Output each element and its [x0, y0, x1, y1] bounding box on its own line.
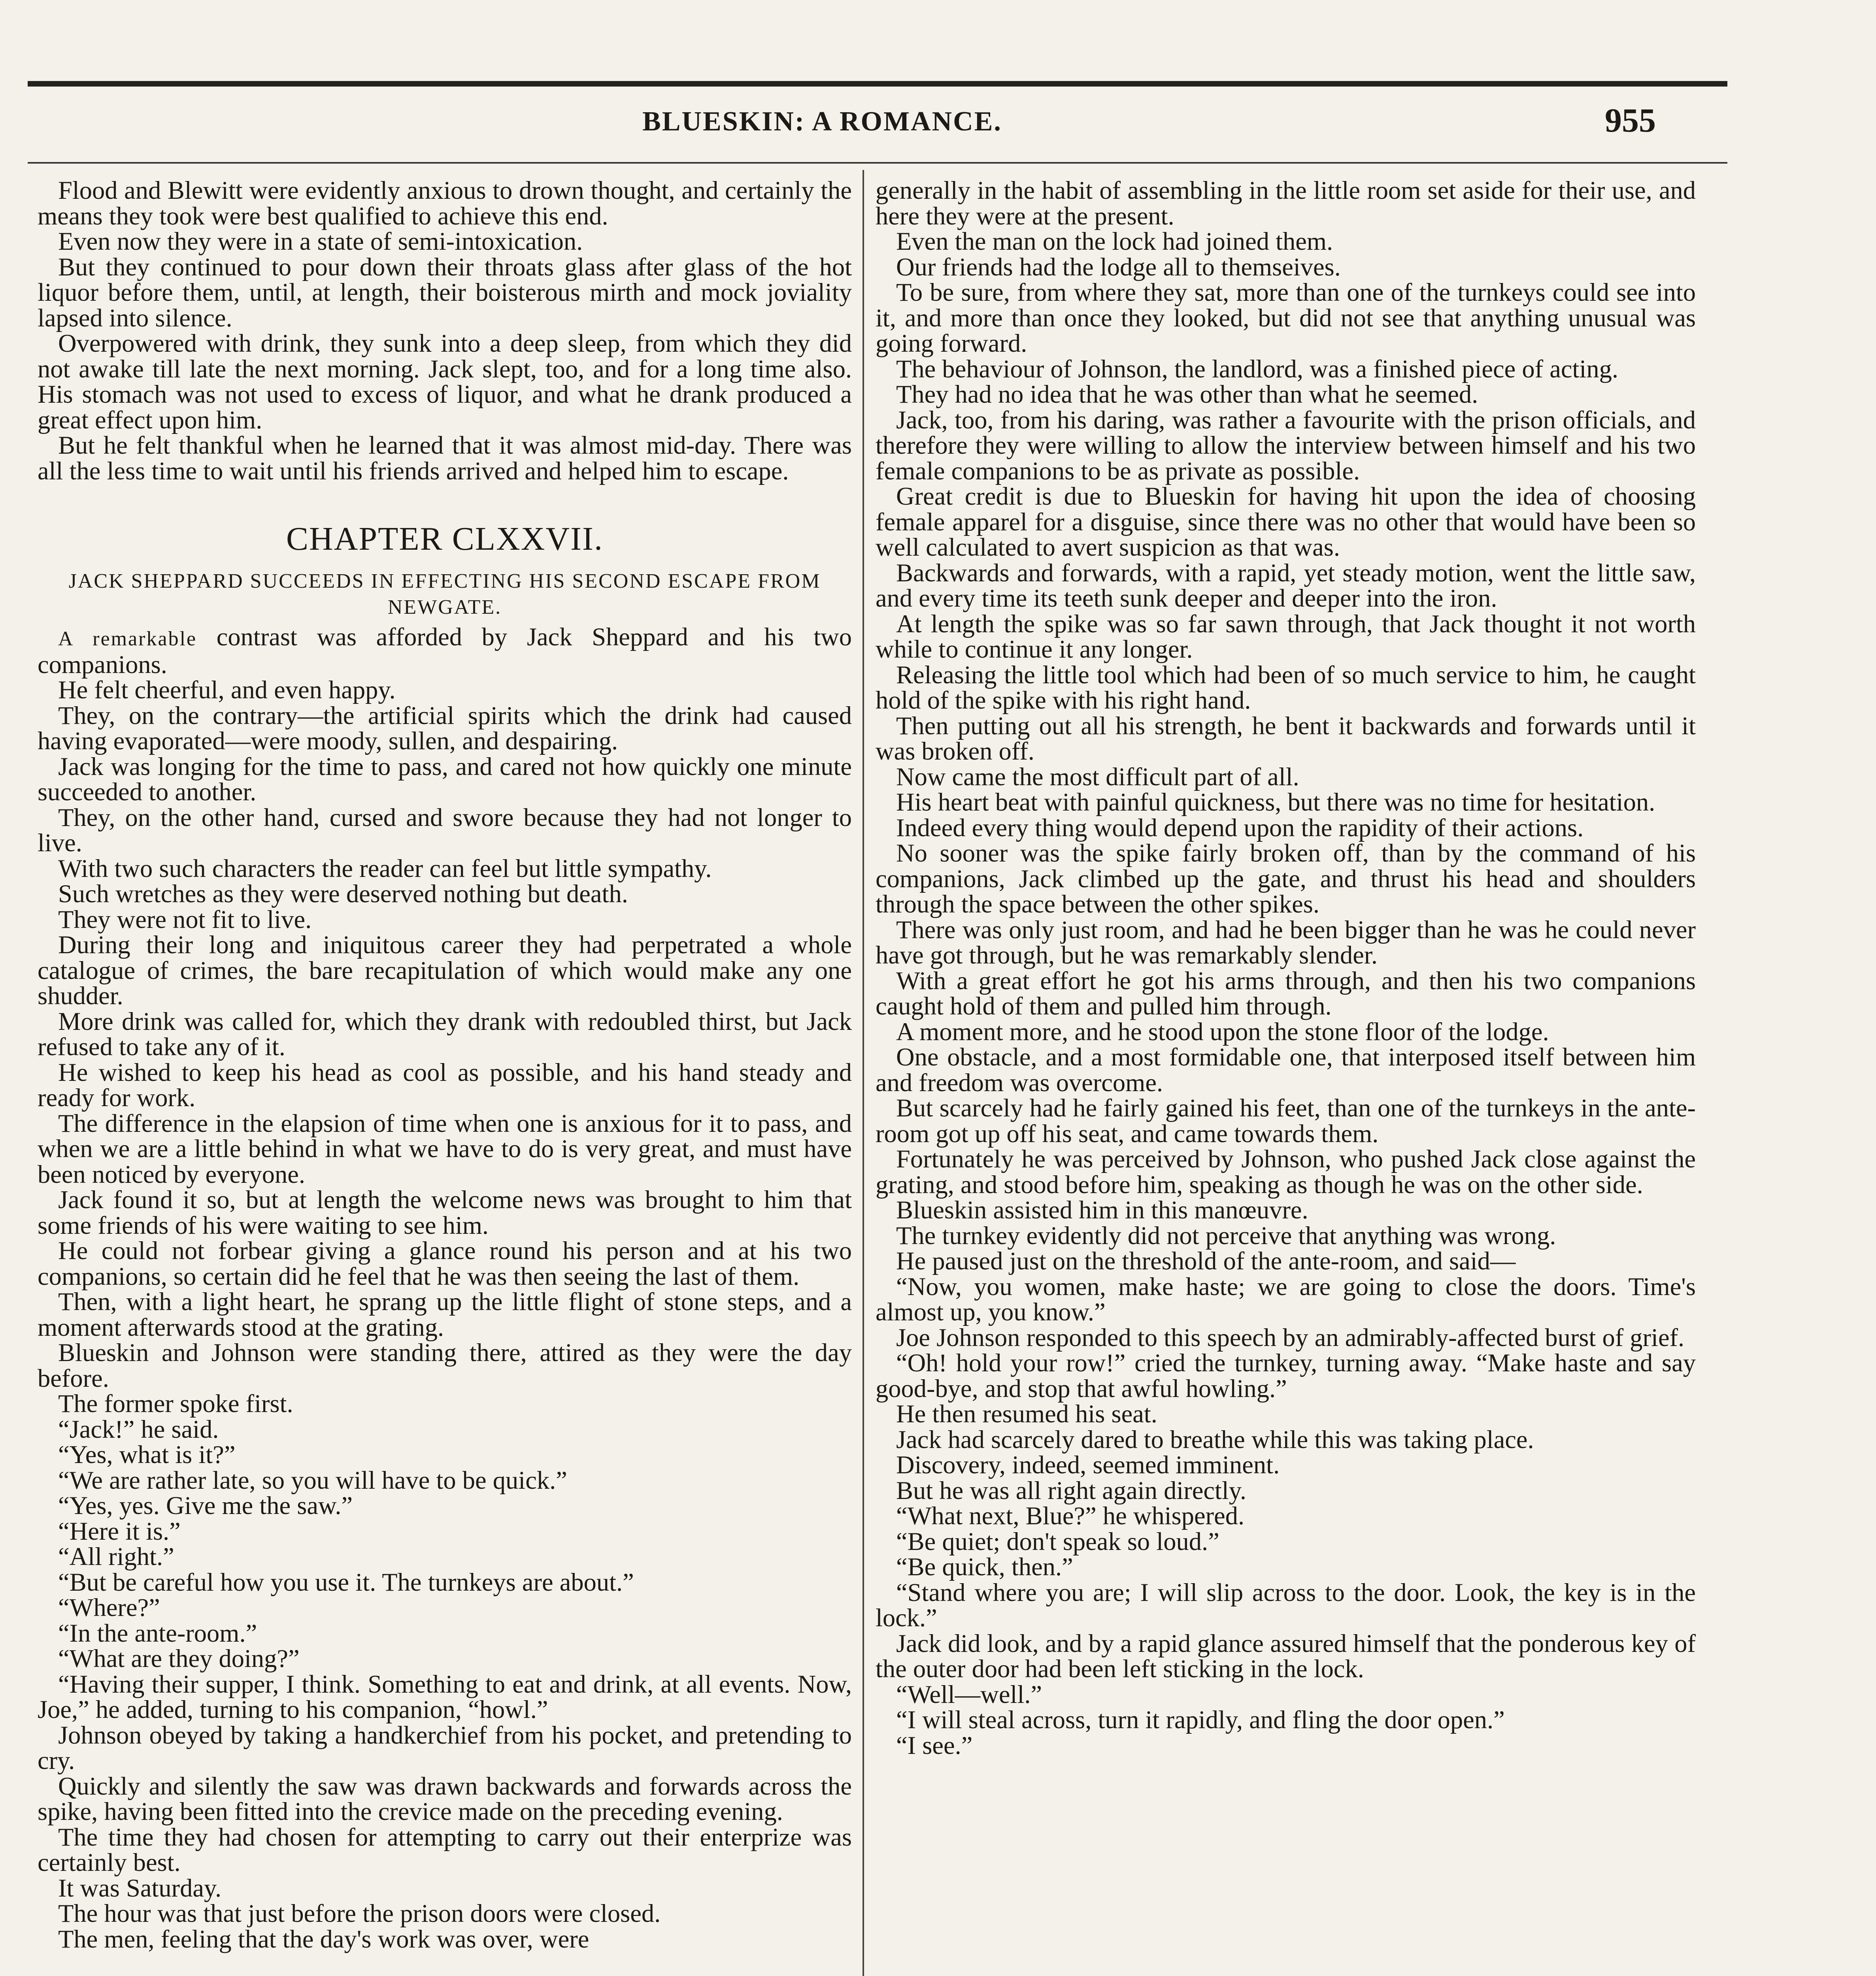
paragraph: With two such characters the reader can feel but little sympathy.	[58, 854, 712, 882]
paragraph: More drink was called for, which they drank with redoubled thirst, but Jack refused to take any of it.	[38, 1007, 852, 1061]
paragraph	[38, 624, 852, 677]
paragraph: The turnkey evidently did not perceive that anything was wrong.	[896, 1221, 1556, 1250]
paragraph-text: contrast was afforded by Jack Sheppard and his two companions.	[38, 623, 852, 679]
paragraph: But scarcely had he fairly gained his feet, than one of the turnkeys in the ante-room got up off his seat, and came towards them.	[876, 1094, 1696, 1148]
right-column	[876, 178, 1696, 1758]
paragraph: A moment more, and he stood upon the stone floor of the lodge.	[896, 1017, 1549, 1046]
paragraph: But he felt thankful when he learned that it was almost mid-day. There was all the less time to wait until his friends arrived and helped him to escape.	[38, 431, 852, 485]
paragraph: He felt cheerful, and even happy.	[58, 676, 396, 704]
paragraph: They had no idea that he was other than what he seemed.	[896, 380, 1478, 408]
paragraph: Overpowered with drink, they sunk into a deep sleep, from which they did not awake till late the next morning. Jack slept, too, and for a long time also. His stomach was not used to excess of liquor, and what he drank produced a great effect upon him.	[38, 329, 852, 434]
paragraph: The hour was that just before the prison doors were closed.	[58, 1899, 661, 1927]
paragraph: During their long and iniquitous career they had perpetrated a whole catalogue of crimes, the bare recapitulation of which would make any one shudder.	[38, 931, 852, 1010]
paragraph: Indeed every thing would depend upon the rapidity of their actions.	[896, 813, 1584, 842]
dialogue-line: “I will steal across, turn it rapidly, and fling the door open.”	[896, 1706, 1505, 1734]
dialogue-line: “Where?”	[58, 1593, 160, 1622]
dialogue-line: “Stand where you are; I will slip across to the door. Look, the key is in the lock.”	[876, 1578, 1696, 1632]
paragraph: Joe Johnson responded to this speech by an admirably-affected burst of grief.	[896, 1323, 1685, 1352]
left-column	[38, 178, 852, 1952]
paragraph: One obstacle, and a most formidable one, that interposed itself between him and freedom was overcome.	[876, 1043, 1696, 1097]
paragraph: Discovery, indeed, seemed imminent.	[896, 1451, 1280, 1479]
chapter-summary: JACK SHEPPARD SUCCEEDS IN EFFECTING HIS SECOND ESCAPE FROM NEWGATE.	[68, 570, 821, 618]
paragraph: It was Saturday.	[58, 1874, 222, 1902]
paragraph: They, on the contrary—the artificial spirits which the drink had caused having evaporated—were moody, sullen, and despairing.	[38, 701, 852, 755]
dialogue-line: “I see.”	[896, 1731, 973, 1759]
paragraph: Flood and Blewitt were evidently anxious to drown thought, and certainly the means they took were best qualified to achieve this end.	[38, 176, 852, 230]
dialogue-line: “We are rather late, so you will have to be quick.”	[58, 1466, 567, 1494]
paragraph: The difference in the elapsion of time when one is anxious for it to pass, and when we are a little behind in what we have to do is very great, and must have been noticed by everyone.	[38, 1109, 852, 1188]
paragraph: He wished to keep his head as cool as possible, and his hand steady and ready for work.	[38, 1058, 852, 1112]
paragraph: Our friends had the lodge all to themseives.	[896, 253, 1341, 281]
top-rule	[28, 81, 1727, 87]
chapter-heading: CHAPTER CLXXVII.	[286, 520, 603, 557]
paragraph: He paused just on the threshold of the ante-room, and said—	[896, 1247, 1516, 1275]
dialogue-line: “What are they doing?”	[58, 1644, 300, 1672]
paragraph: Quickly and silently the saw was drawn backwards and forwards across the spike, having been fitted into the crevice made on the preceding evening.	[38, 1772, 852, 1825]
dialogue-line: “Here it is.”	[58, 1517, 181, 1545]
paragraph: The time they had chosen for attempting to carry out their enterprize was certainly best.	[38, 1823, 852, 1876]
paragraph: With a great effort he got his arms through, and then his two companions caught hold of them and pulled him through.	[876, 966, 1696, 1020]
dialogue-line: “Having their supper, I think. Something to eat and drink, at all events. Now, Joe,” he added, turning to his companion, “howl.”	[38, 1670, 852, 1723]
paragraph: Johnson obeyed by taking a handkerchief from his pocket, and pretending to cry.	[38, 1721, 852, 1774]
paragraph: Fortunately he was perceived by Johnson, who pushed Jack close against the grating, and stood before him, speaking as though he was on the other side.	[876, 1145, 1696, 1199]
small-caps-lead: A remarkable	[58, 628, 197, 650]
paragraph: Releasing the little tool which had been of so much service to him, he caught hold of the spike with his right hand.	[876, 660, 1696, 714]
paragraph: At length the spike was so far sawn through, that Jack thought it not worth while to continue it any longer.	[876, 609, 1696, 663]
paragraph: Even now they were in a state of semi-intoxication.	[58, 227, 583, 255]
paragraph: The men, feeling that the day's work was over, were	[58, 1925, 589, 1953]
paragraph: Jack was longing for the time to pass, and cared not how quickly one minute succeeded to another.	[38, 752, 852, 806]
paragraph: generally in the habit of assembling in the little room set aside for their use, and here they were at the present.	[876, 176, 1696, 230]
paragraph: Great credit is due to Blueskin for having hit upon the idea of choosing female apparel for a disguise, since there was no other that would have been so well calculated to avert suspicion as that was.	[876, 482, 1696, 561]
paragraph: Then, with a light heart, he sprang up the little flight of stone steps, and a moment afterwards stood at the grating.	[38, 1288, 852, 1341]
dialogue-line: “In the ante-room.”	[58, 1619, 257, 1647]
dialogue-line: “Well—well.”	[896, 1680, 1042, 1708]
paragraph: Jack, too, from his daring, was rather a favourite with the prison officials, and therefore they were willing to allow the interview between himself and his two female companions to be as private as possible.	[876, 405, 1696, 485]
dialogue-line: “Be quick, then.”	[896, 1553, 1073, 1581]
paragraph: But he was all right again directly.	[896, 1476, 1247, 1505]
paragraph: Such wretches as they were deserved nothing but death.	[58, 880, 628, 908]
paragraph: He then resumed his seat.	[896, 1400, 1157, 1428]
dialogue-line: “But be careful how you use it. The turnkeys are about.”	[58, 1568, 634, 1596]
dialogue-line: “Oh! hold your row!” cried the turnkey, turning away. “Make haste and say good-bye, and stop that awful howling.”	[876, 1349, 1696, 1403]
dialogue-line: “What next, Blue?” he whispered.	[896, 1502, 1245, 1530]
paragraph: Even the man on the lock had joined them.	[896, 227, 1333, 255]
paragraph: They, on the other hand, cursed and swore because they had not longer to live.	[38, 803, 852, 857]
paragraph: Jack found it so, but at length the welcome news was brought to him that some friends of his were waiting to see him.	[38, 1186, 852, 1239]
header-rule	[28, 162, 1727, 164]
running-head	[0, 101, 1876, 153]
paragraph: Now came the most difficult part of all.	[896, 762, 1299, 791]
paragraph: Jack did look, and by a rapid glance assured himself that the ponderous key of the outer door had been left sticking in the lock.	[876, 1629, 1696, 1683]
dialogue-line: “Yes, yes. Give me the saw.”	[58, 1491, 353, 1520]
paragraph: The behaviour of Johnson, the landlord, was a finished piece of acting.	[896, 354, 1618, 383]
paragraph: Backwards and forwards, with a rapid, yet steady motion, went the little saw, and every time its teeth sunk deeper and deeper into the iron.	[876, 558, 1696, 612]
page-number: 955	[1605, 101, 1656, 139]
paragraph: To be sure, from where they sat, more than one of the turnkeys could see into it, and more than once they looked, but did not see that anything unusual was going forward.	[876, 278, 1696, 357]
column-divider	[863, 170, 864, 1976]
dialogue-line: “Be quiet; don't speak so loud.”	[896, 1527, 1219, 1556]
paragraph: Jack had scarcely dared to breathe while this was taking place.	[896, 1425, 1534, 1454]
paragraph: His heart beat with painful quickness, but there was no time for hesitation.	[896, 788, 1655, 816]
dialogue-line: “Jack!” he said.	[58, 1415, 219, 1443]
paragraph: No sooner was the spike fairly broken off, than by the command of his companions, Jack climbed up the gate, and thrust his head and shoulders through the space between the other spikes.	[876, 839, 1696, 918]
paragraph: There was only just room, and had he been bigger than he was he could never have got through, but he was remarkably slender.	[876, 915, 1696, 969]
paragraph: Then putting out all his strength, he bent it backwards and forwards until it was broken off.	[876, 711, 1696, 765]
paragraph: But they continued to pour down their throats glass after glass of the hot liquor before them, until, at length, their boisterous mirth and mock joviality lapsed into silence.	[38, 253, 852, 332]
paragraph: Blueskin and Johnson were standing there, attired as they were the day before.	[38, 1339, 852, 1392]
dialogue-line: “Now, you women, make haste; we are going to close the doors. Time's almost up, you know.”	[876, 1272, 1696, 1326]
paragraph: They were not fit to live.	[58, 905, 312, 933]
paragraph: He could not forbear giving a glance round his person and at his two companions, so certain did he feel that he was then seeing the last of them.	[38, 1237, 852, 1290]
paragraph: The former spoke first.	[58, 1390, 293, 1418]
dialogue-line: “All right.”	[58, 1542, 174, 1571]
running-title: BLUESKIN: A ROMANCE.	[642, 106, 1002, 137]
dialogue-line: “Yes, what is it?”	[58, 1441, 236, 1469]
paragraph: Blueskin assisted him in this manœuvre.	[896, 1196, 1308, 1224]
